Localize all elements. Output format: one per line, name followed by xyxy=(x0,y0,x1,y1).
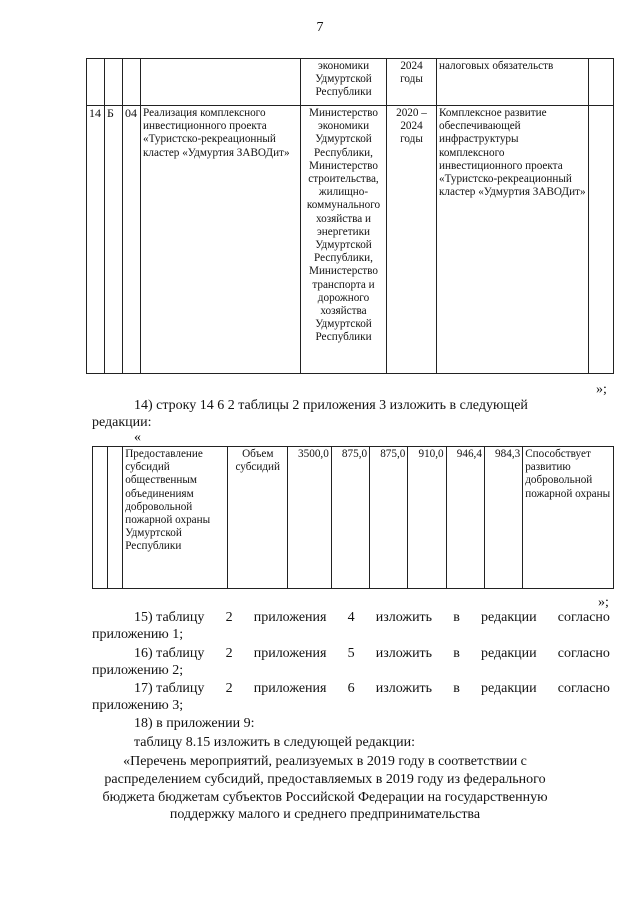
measures-table-1 xyxy=(86,58,614,374)
item-17-line-1: 17) таблицу 2 приложения 6 изложить в редакции согласно xyxy=(134,681,610,696)
result-cell: налоговых обязательств xyxy=(437,59,589,106)
measure-name-cell: Предоставление субсидий общественным объединениям добровольной пожарной охраны Удмуртской Республики xyxy=(123,447,228,589)
table-cell xyxy=(93,447,108,589)
table-cell xyxy=(108,447,123,589)
value-cell: 875,0 xyxy=(370,447,408,589)
paragraph-14-line-2: редакции: xyxy=(92,415,152,430)
table-cell xyxy=(589,59,614,106)
table-cell xyxy=(589,106,614,374)
title-line-1: «Перечень мероприятий, реализуемых в 2019 году в соответствии с xyxy=(123,754,527,769)
title-line-2: распределением субсидий, предоставляемых в 2019 году из федерального xyxy=(104,772,546,787)
value-cell: 910,0 xyxy=(408,447,446,589)
value-cell: 984,3 xyxy=(484,447,522,589)
period-cell: 2020 – 2024 годы xyxy=(387,106,437,374)
closing-quote: »; xyxy=(598,595,609,610)
responsible-cell: Министерство экономики Удмуртской Республики, Министерство строительства, жилищно-коммунального хозяйства и энергетики Удмуртской Республики, Министерство транспорта и дорожного хозяйства Удмуртской Республики xyxy=(301,106,387,374)
table-row xyxy=(93,447,614,589)
item-15-line-1: 15) таблицу 2 приложения 4 изложить в редакции согласно xyxy=(134,610,610,625)
item-17-line-2: приложению 3; xyxy=(92,698,184,713)
result-cell: Комплексное развитие обеспечивающей инфраструктуры комплексного инвестиционного проекта «Туристско-рекреационный кластер «Удмуртия ЗАВОДит» xyxy=(437,106,589,374)
title-line-4: поддержку малого и среднего предпринимательства xyxy=(169,807,481,822)
opening-quote: « xyxy=(134,430,141,445)
item-15-line-2: приложению 1; xyxy=(92,627,184,642)
page-number: 7 xyxy=(316,20,324,35)
responsible-cell: экономики Удмуртской Республики xyxy=(301,59,387,106)
table-cell xyxy=(141,59,301,106)
value-cell: 946,4 xyxy=(446,447,484,589)
closing-quote: »; xyxy=(596,382,607,397)
measure-name-cell: Реализация комплексного инвестиционного проекта «Туристско-рекреационный кластер «Удмуртия ЗАВОДит» xyxy=(141,106,301,374)
code-cell: Б xyxy=(105,106,123,374)
code-cell: 14 xyxy=(87,106,105,374)
table-intro: таблицу 8.15 изложить в следующей редакции: xyxy=(134,735,416,750)
period-cell: 2024 годы xyxy=(387,59,437,106)
value-cell: 3500,0 xyxy=(288,447,331,589)
result-cell: Способствует развитию добровольной пожарной охраны xyxy=(523,447,614,589)
table-cell xyxy=(105,59,123,106)
paragraph-14-line-1: 14) строку 14 6 2 таблицы 2 приложения 3 изложить в следующей xyxy=(134,398,528,413)
table-row xyxy=(87,59,614,106)
item-18: 18) в приложении 9: xyxy=(134,716,255,731)
table-cell xyxy=(123,59,141,106)
indicator-cell: Объем субсидий xyxy=(228,447,288,589)
code-cell: 04 xyxy=(123,106,141,374)
table-row xyxy=(87,106,614,374)
title-line-3: бюджета бюджетам субъектов Российской Федерации на государственную xyxy=(102,790,548,805)
item-16-line-1: 16) таблицу 2 приложения 5 изложить в редакции согласно xyxy=(134,646,610,661)
item-16-line-2: приложению 2; xyxy=(92,663,184,678)
value-cell: 875,0 xyxy=(331,447,369,589)
measures-table-2 xyxy=(92,446,614,589)
table-cell xyxy=(87,59,105,106)
